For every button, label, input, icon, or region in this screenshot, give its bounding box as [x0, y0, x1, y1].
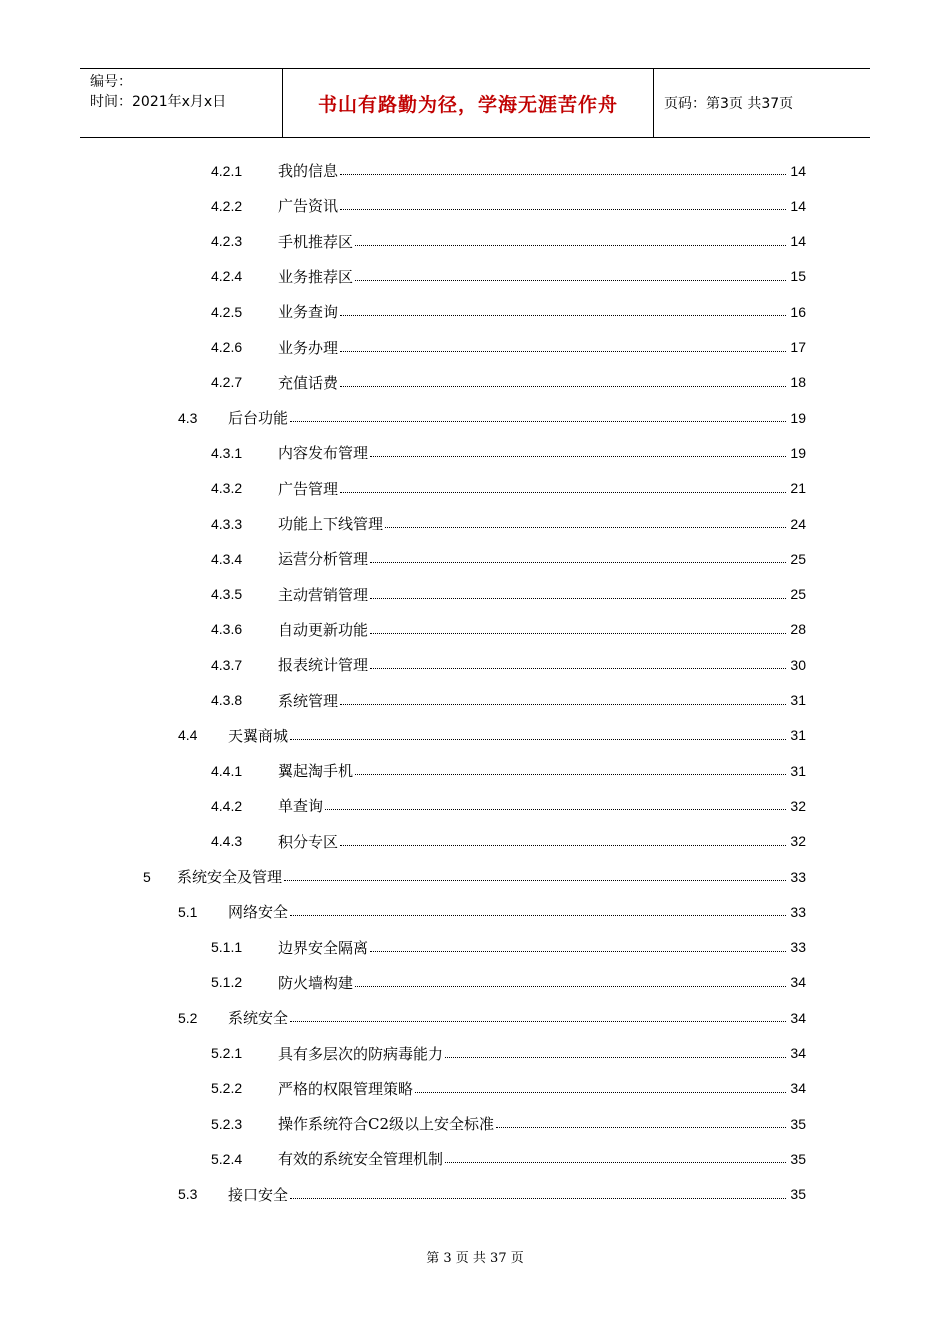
toc-leader-dots [355, 245, 786, 246]
document-number-label: 编号： [90, 74, 132, 90]
toc-leader-dots [340, 704, 786, 705]
toc-entry-page: 32 [790, 833, 806, 850]
toc-leader-dots [340, 174, 786, 175]
toc-entry-number: 5.3 [178, 1186, 198, 1203]
toc-entry-title: 边界安全隔离 [278, 938, 369, 957]
header-motto: 书山有路勤为径，学海无涯苦作舟 [317, 93, 618, 116]
toc-entry-title: 有效的系统安全管理机制 [278, 1150, 444, 1169]
toc-entry[interactable] [211, 965, 806, 1000]
toc-entry-page: 35 [790, 1150, 806, 1167]
toc-entry-number: 4.4.2 [211, 797, 243, 814]
toc-entry-title: 充值话费 [278, 373, 339, 392]
toc-entry-page: 14 [790, 233, 806, 250]
toc-entry-page: 34 [790, 1045, 806, 1061]
toc-entry-page: 34 [790, 974, 806, 991]
toc-leader-dots [325, 809, 786, 810]
toc-entry-page: 25 [790, 586, 806, 603]
toc-entry[interactable] [211, 1106, 806, 1141]
toc-leader-dots [340, 492, 786, 493]
toc-leader-dots [445, 1162, 786, 1163]
toc-entry-page: 30 [790, 656, 806, 673]
toc-entry-title: 内容发布管理 [278, 444, 369, 463]
header-page-info: 页码：第3页 共37页 [664, 96, 794, 112]
toc-entry-number: 5.1.2 [211, 974, 243, 991]
toc-leader-dots [340, 315, 786, 316]
toc-entry-title: 系统安全 [228, 1009, 289, 1028]
toc-entry-page: 31 [790, 727, 806, 744]
toc-leader-dots [340, 845, 786, 846]
toc-leader-dots [340, 209, 786, 210]
toc-entry[interactable] [178, 1000, 806, 1035]
toc-leader-dots [290, 915, 786, 916]
toc-leader-dots [340, 386, 786, 387]
toc-entry-title: 接口安全 [228, 1185, 289, 1204]
toc-entry[interactable] [211, 541, 806, 576]
toc-entry[interactable] [211, 1071, 806, 1106]
toc-entry-number: 4.2.5 [211, 303, 243, 320]
toc-entry[interactable] [178, 718, 806, 753]
toc-entry-title: 严格的权限管理策略 [278, 1079, 414, 1098]
toc-entry-page: 25 [790, 550, 806, 567]
toc-entry-page: 35 [790, 1115, 806, 1132]
toc-entry-title: 报表统计管理 [278, 656, 369, 675]
page-header [80, 68, 870, 138]
toc-entry-title: 运营分析管理 [278, 550, 369, 569]
toc-entry-number: 5.1 [178, 903, 198, 920]
toc-entry[interactable] [211, 365, 806, 400]
toc-entry-page: 33 [790, 868, 806, 885]
toc-entry-page: 33 [790, 903, 806, 920]
toc-leader-dots [355, 774, 786, 775]
toc-entry[interactable] [178, 400, 806, 435]
toc-entry[interactable] [211, 1141, 806, 1176]
toc-entry[interactable] [178, 1177, 806, 1212]
toc-entry-number: 5.2.3 [211, 1115, 243, 1132]
toc-entry-title: 广告管理 [278, 479, 339, 498]
toc-entry-number: 4.2.4 [211, 268, 243, 285]
toc-leader-dots [355, 280, 786, 281]
toc-leader-dots [370, 562, 786, 563]
toc-entry-number: 5 [143, 868, 151, 885]
toc-entry-number: 4.3.2 [211, 480, 243, 497]
toc-entry-number: 4.3.7 [211, 656, 243, 673]
toc-entry[interactable] [143, 859, 806, 894]
toc-entry-number: 4.3.6 [211, 621, 243, 638]
toc-entry[interactable] [211, 577, 806, 612]
toc-leader-dots [370, 598, 786, 599]
toc-leader-dots [370, 668, 786, 669]
toc-entry-title: 网络安全 [228, 903, 289, 922]
toc-entry-number: 4.2.1 [211, 162, 243, 179]
toc-entry[interactable] [211, 259, 806, 294]
toc-entry-title: 后台功能 [228, 409, 289, 428]
toc-entry-page: 16 [790, 303, 806, 320]
toc-leader-dots [370, 456, 786, 457]
toc-entry-title: 防火墙构建 [278, 973, 354, 992]
toc-entry-title: 具有多层次的防病毒能力 [278, 1044, 444, 1063]
toc-entry[interactable] [211, 506, 806, 541]
toc-entry-page: 21 [790, 480, 806, 497]
toc-leader-dots [290, 1021, 786, 1022]
header-motto-cell [282, 69, 654, 137]
toc-entry-page: 28 [790, 621, 806, 638]
toc-entry-number: 4.2.3 [211, 233, 243, 250]
toc-entry-title: 自动更新功能 [278, 620, 369, 639]
toc-entry-number: 4.4.1 [211, 762, 243, 779]
toc-leader-dots [370, 951, 786, 952]
toc-entry-page: 15 [790, 268, 806, 285]
toc-entry-number: 4.2.2 [211, 197, 243, 214]
toc-entry-title: 天翼商城 [228, 726, 289, 745]
toc-entry[interactable] [211, 294, 806, 329]
toc-leader-dots [415, 1092, 786, 1093]
toc-entry[interactable] [211, 683, 806, 718]
toc-leader-dots [385, 527, 786, 528]
toc-entry-title: 手机推荐区 [278, 232, 354, 251]
toc-entry-title: 主动营销管理 [278, 585, 369, 604]
toc-entry[interactable] [211, 188, 806, 223]
toc-entry-number: 4.3.3 [211, 515, 243, 532]
toc-entry-page: 34 [790, 1080, 806, 1097]
toc-entry-page: 19 [790, 444, 806, 461]
toc-leader-dots [370, 633, 786, 634]
toc-entry-title: 翼起淘手机 [278, 762, 354, 781]
toc-entry-page: 17 [790, 339, 806, 355]
document-date: 时间：2021年x月x日 [90, 94, 227, 110]
toc-entry-number: 5.1.1 [211, 939, 243, 956]
toc-entry-page: 24 [790, 515, 806, 532]
toc-leader-dots [496, 1127, 786, 1128]
toc-entry-page: 19 [790, 409, 806, 426]
toc-entry-title: 我的信息 [278, 162, 339, 180]
header-meta [80, 69, 282, 137]
toc-leader-dots [290, 1198, 786, 1199]
toc-entry-number: 4.3.5 [211, 586, 243, 603]
toc-entry-page: 18 [790, 374, 806, 391]
toc-entry-title: 系统管理 [278, 691, 339, 710]
toc-entry-title: 业务查询 [278, 303, 339, 322]
toc-entry-title: 业务推荐区 [278, 267, 354, 286]
toc-leader-dots [355, 986, 786, 987]
toc-leader-dots [445, 1057, 786, 1058]
toc-entry-number: 4.4.3 [211, 833, 243, 850]
toc-entry-number: 4.3.4 [211, 550, 243, 567]
toc-entry-page: 31 [790, 692, 806, 708]
toc-entry[interactable] [211, 224, 806, 259]
toc-entry-number: 5.2.1 [211, 1045, 243, 1061]
toc-entry-title: 业务办理 [278, 338, 339, 357]
toc-entry-number: 4.3.8 [211, 692, 243, 708]
toc-entry-title: 单查询 [278, 797, 324, 816]
toc-leader-dots [290, 421, 786, 422]
toc-entry[interactable] [211, 471, 806, 506]
toc-entry[interactable] [211, 753, 806, 788]
toc-entry-title: 广告资讯 [278, 197, 339, 216]
toc-entry-number: 5.2.4 [211, 1150, 243, 1167]
toc-entry[interactable] [211, 824, 806, 859]
toc-leader-dots [284, 880, 786, 881]
toc-leader-dots [340, 351, 786, 352]
toc-entry[interactable] [211, 788, 806, 823]
toc-entry[interactable] [211, 330, 806, 365]
toc-entry[interactable] [211, 612, 806, 647]
toc-entry-number: 4.3 [178, 409, 198, 426]
toc-entry[interactable] [211, 153, 806, 188]
toc-entry-title: 积分专区 [278, 832, 339, 851]
toc-entry-title: 系统安全及管理 [177, 868, 283, 886]
toc-entry-number: 4.4 [178, 727, 198, 744]
toc-entry-number: 5.2 [178, 1009, 198, 1026]
toc-entry-title: 功能上下线管理 [278, 515, 384, 533]
toc-entry-page: 14 [790, 197, 806, 214]
toc-entry[interactable] [211, 930, 806, 965]
page-footer: 第 3 页 共 37 页 [426, 1251, 524, 1266]
toc-entry[interactable] [178, 894, 806, 929]
toc-leader-dots [290, 739, 786, 740]
toc-entry-page: 32 [790, 797, 806, 814]
toc-entry[interactable] [211, 1036, 806, 1071]
toc-entry[interactable] [211, 647, 806, 682]
toc-entry-page: 31 [790, 762, 806, 779]
toc-entry-page: 34 [790, 1009, 806, 1026]
toc-entry[interactable] [211, 435, 806, 470]
toc-entry-title: 操作系统符合C2级以上安全标准 [278, 1115, 495, 1134]
toc-entry-number: 4.2.7 [211, 374, 243, 391]
toc-entry-page: 35 [790, 1186, 806, 1203]
toc-entry-number: 4.3.1 [211, 444, 243, 461]
toc-entry-number: 5.2.2 [211, 1080, 243, 1097]
toc-entry-page: 14 [790, 162, 806, 179]
header-page-info-cell [654, 69, 870, 137]
toc-entry-page: 33 [790, 939, 806, 956]
toc-entry-number: 4.2.6 [211, 339, 243, 355]
